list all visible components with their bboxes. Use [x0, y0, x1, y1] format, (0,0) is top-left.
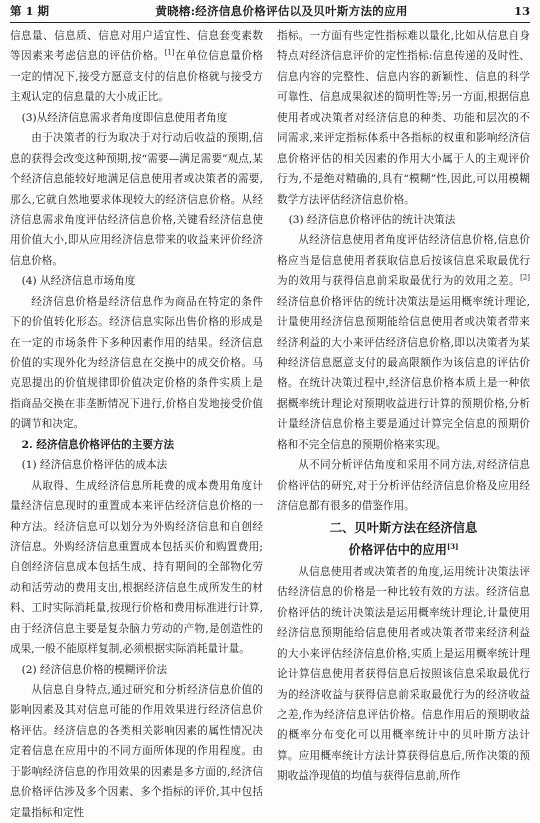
text: 从经济信息使用者角度评估经济信息价格,信息价格应当是信息使用者获取信息后按该信息采取最优行为的效用与获得信息前采取最优行为的效用之差。	[277, 234, 530, 288]
citation-ref: [1]	[164, 48, 175, 57]
section-title	[277, 539, 530, 562]
text: 经济信息价格是经济信息作为商品在特定的条件下的价值转化形态。经济信息实际出售价格的形成是在一定的市场条件下多种因素作用的结果。经济信息价值的实现外化为经济信息在交换中的成交价格。马克思提出的价值规律即价值决定价格的条件实质上是指商品交换在非垄断情况下进行,价格自发地接受价值的调节和决定。	[10, 295, 263, 431]
section-title	[277, 517, 530, 540]
left-column	[10, 26, 263, 823]
subheading	[10, 660, 263, 680]
text: (3)从经济信息需求者角度即信息使用者角度	[21, 111, 228, 124]
paragraph	[277, 562, 530, 787]
right-column	[277, 26, 530, 823]
running-title: 黄晓榕:经济信息价格评估以及贝叶斯方法的应用	[155, 4, 408, 18]
text: (4) 从经济信息市场角度	[21, 275, 136, 288]
paragraph	[277, 230, 530, 455]
text: 二、贝叶斯方法在经济信息	[329, 519, 478, 535]
paragraph	[10, 128, 263, 271]
citation-ref: [2]	[520, 273, 530, 282]
subheading	[10, 271, 263, 291]
page-header	[10, 0, 530, 23]
paragraph	[10, 292, 263, 435]
text: 在单位信息量价格一定的情况下,接受方愿意支付的信息价格就与接受方主观认定的信息量的大小成正比。	[10, 50, 264, 104]
text: (1) 经济信息价格评估的成本法	[21, 459, 168, 472]
text: (2) 经济信息价格的模糊评价法	[21, 663, 168, 676]
page-number: 13	[513, 4, 530, 18]
text: 指标。一方面有些定性指标难以量化,比如从信息自身特点对经济信息评价的定性指标:信息传递的及时性、信息内容的完整性、信息内容的新颖性、信息的科学可靠性、信息成果叙述的简明性等;另一方面,根据信息使用者或决策者对经济信息的种类、功能和层次的不同需求,来评定指标体系中各指标的权重和影响经济信息价格评估的相关因素的作用大小属于人的主观评价行为,不是绝对精确的,具有“模糊”性,因此,可以用模糊数学方法评估经济信息价格。	[277, 30, 530, 206]
text: 从信息自身特点,通过研究和分析经济信息价值的影响因素及其对信息可能的作用效果进行经济信息价格评估。经济信息的各类相关影响因素的属性情况决定着信息在应用中的不同方面所体现的作用程度。由于影响经济信息的作用效果的因素是多方面的,经济信息价格评估涉及多个因素、多个指标的评价,其中包括定量指标和定性	[10, 684, 263, 819]
text: 由于决策者的行为取决于对行动后收益的预期,信息的获得会改变这种预期,按“需要—满足需要”观点,某个经济信息能较好地满足信息使用者或决策者的需要,那么,它就自然地要求体现较大的经济信息价格。从经济信息需求角度评估经济信息价格,关键看经济信息使用价值大小,即从应用经济信息带来的收益来评价经济信息价格。	[10, 132, 263, 267]
text: 2. 经济信息价格评估的主要方法	[21, 438, 175, 451]
citation-ref: [3]	[446, 542, 459, 552]
text: 从信息使用者或决策者的角度,运用统计决策法评估经济信息的价格是一种比较有效的方法。经济信息价格评估的统计决策法是运用概率统计理论,计量使用经济信息预期能给信息使用者或决策者带来经济利益的大小来评估经济信息价格,实质上是运用概率统计理论计算信息使用者获得信息后按照该信息采取最优行为的经济收益与获得信息前采取最优行为的经济收益之差,作为经济信息评估价格。信息作用后的预期收益的概率分布变化可以用概率统计中的贝叶斯方法计算。应用概率统计方法计算获得信息后,所作决策的预期收益净现值的均值与获得信息前,所作	[277, 565, 530, 783]
text: 价格评估中的应用	[348, 542, 447, 558]
issue-label: 第 1 期	[10, 4, 50, 18]
text: (3) 经济信息价格评估的统计决策法	[288, 213, 456, 226]
two-column-body	[10, 26, 530, 823]
paragraph-continued	[277, 26, 530, 210]
text: 经济信息价格评估的统计决策法是运用概率统计理论,计量使用经济信息预期能给信息使用者或决策者带来经济利益的大小来评估经济信息价格,即以决策者为某种经济信息愿意支付的最高限额作为该信息的评估价格。在统计决策过程中,经济信息价格本质上是一种依据概率统计理论对预期收益进行计算的预期价格,分析计量经济信息价格主要是通过计算完全信息的预期价格和不完全信息的预期价格来实现。	[277, 295, 530, 451]
text: 从取得、生成经济信息所耗费的成本费用角度计量经济信息现时的重置成本来评估经济信息价格的一种方法。经济信息可以划分为外购经济信息和自创经济信息。外购经济信息重置成本包括买价和购置费用;自创经济信息成本包括生成、持有期间的全部物化劳动和活劳动的费用支出,根据经济信息生成所发生的材料、工时实际消耗量,按现行价格和费用标准进行计算,由于经济信息主要是复杂脑力劳动的产物,是创造性的成果,一般不能原样复制,必须根据实际消耗量计量。	[10, 479, 263, 656]
text: 从不同分析评估角度和采用不同方法,对经济信息价格评估的研究,对于分析评估经济信息价格及应用经济信息都有很多的借鉴作用。	[277, 459, 530, 513]
paragraph	[277, 455, 530, 516]
subheading	[10, 455, 263, 475]
section-heading	[10, 435, 263, 455]
paragraph-continued	[10, 26, 263, 108]
subheading	[277, 210, 530, 230]
subheading	[10, 108, 263, 128]
text: 信息量、信息质、信息对用户适宜性、信息套变素数等因素来考虑信息的评估价格。	[10, 30, 263, 63]
paragraph	[10, 476, 263, 660]
